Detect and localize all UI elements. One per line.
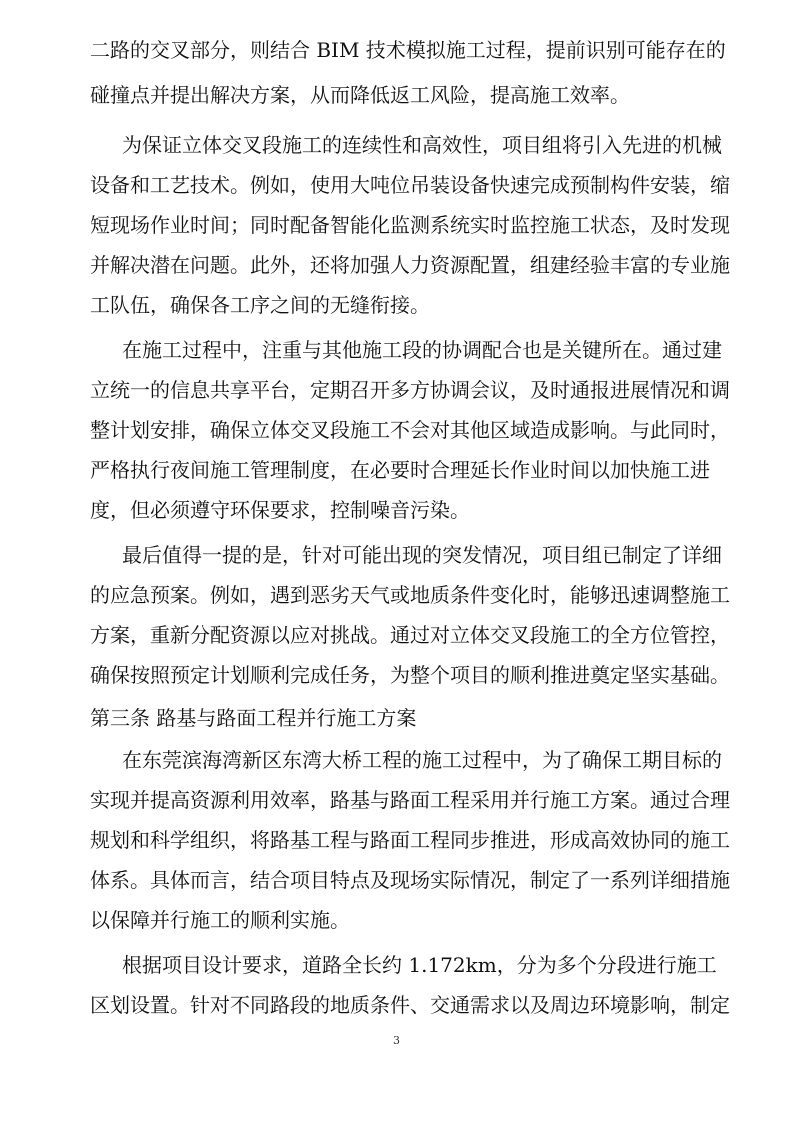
text-line: 短现场作业时间；同时配备智能化监测系统实时监控施工状态，及时发现 (90, 213, 730, 237)
text-line: 确保按照预定计划顺利完成任务，为整个项目的顺利推进奠定坚实基础。 (90, 663, 730, 687)
text-line: 立统一的信息共享平台，定期召开多方协调会议，及时通报进展情况和调 (90, 378, 730, 402)
text-line: 规划和科学组织，将路基工程与路面工程同步推进，形成高效协同的施工 (90, 828, 730, 852)
text-line: 最后值得一提的是，针对可能出现的突发情况，项目组已制定了详细 (122, 543, 722, 567)
text-line: 设备和工艺技术。例如，使用大吨位吊装设备快速完成预制构件安装，缩 (90, 173, 730, 197)
text-line: 在施工过程中，注重与其他施工段的协调配合也是关键所在。通过建 (122, 338, 722, 362)
text-line: 整计划安排，确保立体交叉段施工不会对其他区域造成影响。与此同时， (90, 418, 730, 442)
text-line: 在东莞滨海湾新区东湾大桥工程的施工过程中，为了确保工期目标的 (122, 748, 722, 772)
text-line: 工队伍，确保各工序之间的无缝衔接。 (90, 293, 430, 317)
text-line: 方案，重新分配资源以应对挑战。通过对立体交叉段施工的全方位管控， (90, 623, 730, 647)
text-line: 度，但必须遵守环保要求，控制噪音污染。 (90, 498, 470, 522)
text-line: 的应急预案。例如，遇到恶劣天气或地质条件变化时，能够迅速调整施工 (90, 583, 730, 607)
section-heading: 第三条 路基与路面工程并行施工方案 (90, 706, 417, 730)
text-line: 碰撞点并提出解决方案，从而降低返工风险，提高施工效率。 (90, 83, 630, 107)
page-number: 3 (393, 1034, 400, 1047)
text-line: 并解决潜在问题。此外，还将加强人力资源配置，组建经验丰富的专业施 (90, 253, 730, 277)
text-line: 区划设置。针对不同路段的地质条件、交通需求以及周边环境影响，制定 (90, 993, 730, 1017)
text-line: 根据项目设计要求，道路全长约 1.172km，分为多个分段进行施工 (122, 953, 717, 977)
text-line: 以保障并行施工的顺利实施。 (90, 908, 350, 932)
text-line: 二路的交叉部分，则结合 BIM 技术模拟施工过程，提前识别可能存在的 (90, 38, 726, 62)
text-line: 实现并提高资源利用效率，路基与路面工程采用并行施工方案。通过合理 (90, 788, 730, 812)
text-line: 体系。具体而言，结合项目特点及现场实际情况，制定了一系列详细措施 (90, 868, 730, 892)
text-line: 为保证立体交叉段施工的连续性和高效性，项目组将引入先进的机械 (122, 133, 722, 157)
text-line: 严格执行夜间施工管理制度，在必要时合理延长作业时间以加快施工进 (90, 458, 710, 482)
